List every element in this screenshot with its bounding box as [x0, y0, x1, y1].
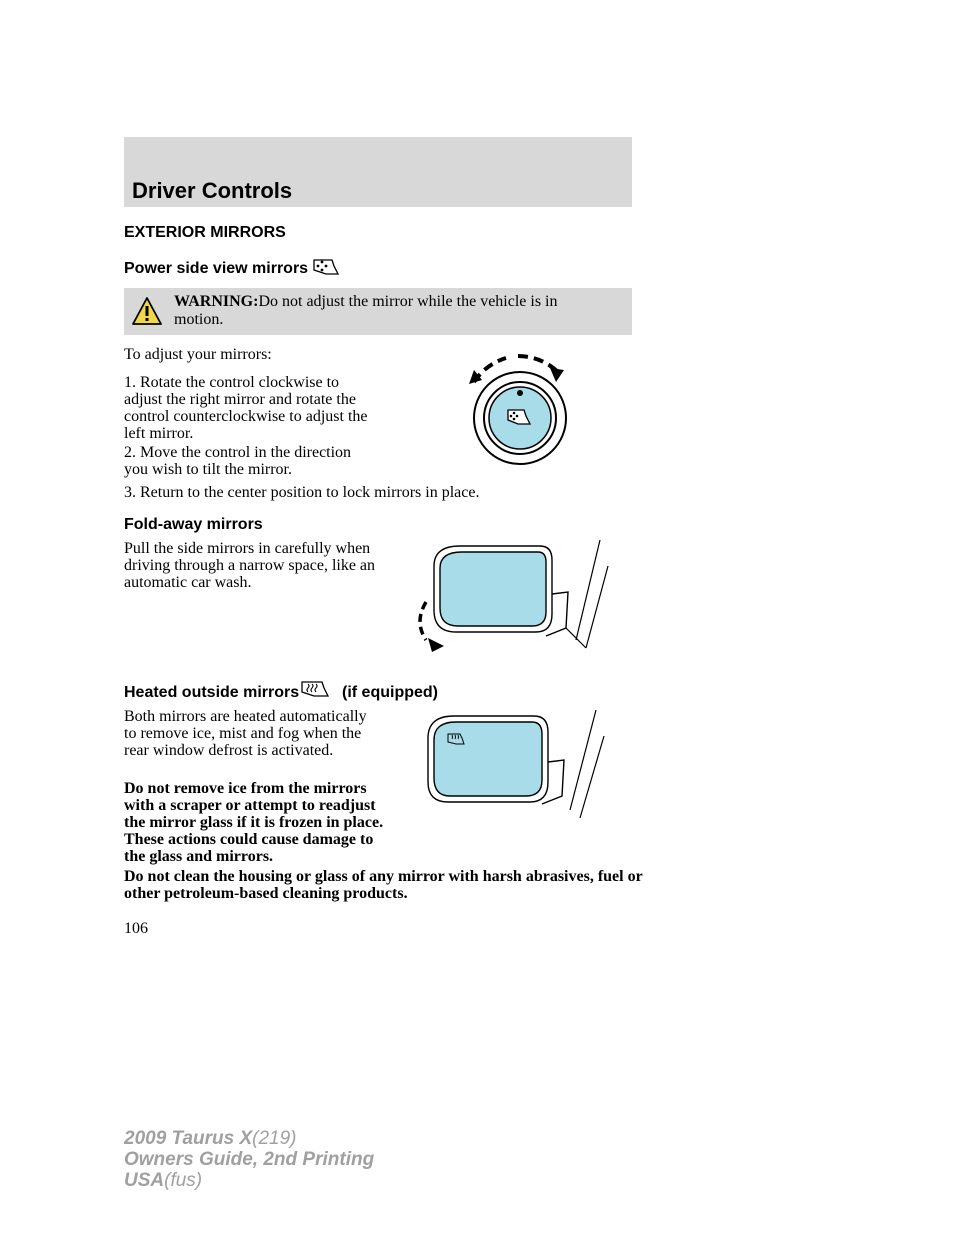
fold-away-mirror-illustration	[400, 536, 610, 662]
footer-market-code: (fus)	[164, 1170, 203, 1191]
page-header-title: Driver Controls	[132, 178, 293, 203]
heated-heading-suffix: (if equipped)	[342, 684, 438, 701]
heated-heading: Heated outside mirrors	[124, 684, 300, 701]
warning-triangle-icon	[131, 296, 163, 326]
step-2: 2. Move the control in the direction you wish to tilt the mirror.	[124, 444, 352, 478]
footer-line-1	[124, 1128, 374, 1149]
footer-model: 2009 Taurus X	[124, 1128, 253, 1149]
page-number: 106	[124, 920, 148, 937]
heated-caution-2: Do not clean the housing or glass of any mirror with harsh abrasives, fuel or other petroleum-based cleaning products.	[124, 868, 643, 902]
heated-caution-1a	[124, 780, 384, 865]
fold-away-heading: Fold-away mirrors	[124, 516, 263, 533]
footer-line-2: Owners Guide, 2nd Printing	[124, 1149, 375, 1170]
warning-body: Do not adjust the mirror while the vehicle is in motion.	[174, 293, 558, 328]
warning-text	[174, 293, 604, 329]
footer-model-code: (219)	[252, 1128, 297, 1149]
warning-label: WARNING:	[174, 293, 259, 310]
footer-market: USA	[124, 1170, 165, 1191]
footer-imprint	[124, 1128, 374, 1191]
heated-caution-1: Do not remove ice from the mirrors with a scraper or attempt to readjust the mirror glass if it is frozen in place. These actions could cause damage to the glass and mirrors.	[124, 780, 384, 865]
heated-text: Both mirrors are heated automatically to remove ice, mist and fog when the rear window defrost is activated.	[124, 708, 367, 759]
adjust-intro: To adjust your mirrors:	[124, 346, 272, 363]
step-1: 1. Rotate the control clockwise to adjust the right mirror and rotate the control counterclockwise to adjust the left mirror.	[124, 374, 368, 442]
footer-line-3	[124, 1170, 374, 1191]
fold-away-text: Pull the side mirrors in carefully when driving through a narrow space, like an automatic car wash.	[124, 540, 376, 591]
heated-mirror-illustration	[420, 706, 610, 830]
power-mirrors-heading: Power side view mirrors	[124, 260, 309, 277]
section-title: EXTERIOR MIRRORS	[124, 224, 286, 241]
defrost-icon	[300, 678, 330, 700]
mirror-control-knob-illustration	[460, 350, 580, 470]
power-mirror-icon	[312, 256, 342, 278]
step-3: 3. Return to the center position to lock mirrors in place.	[124, 484, 480, 501]
